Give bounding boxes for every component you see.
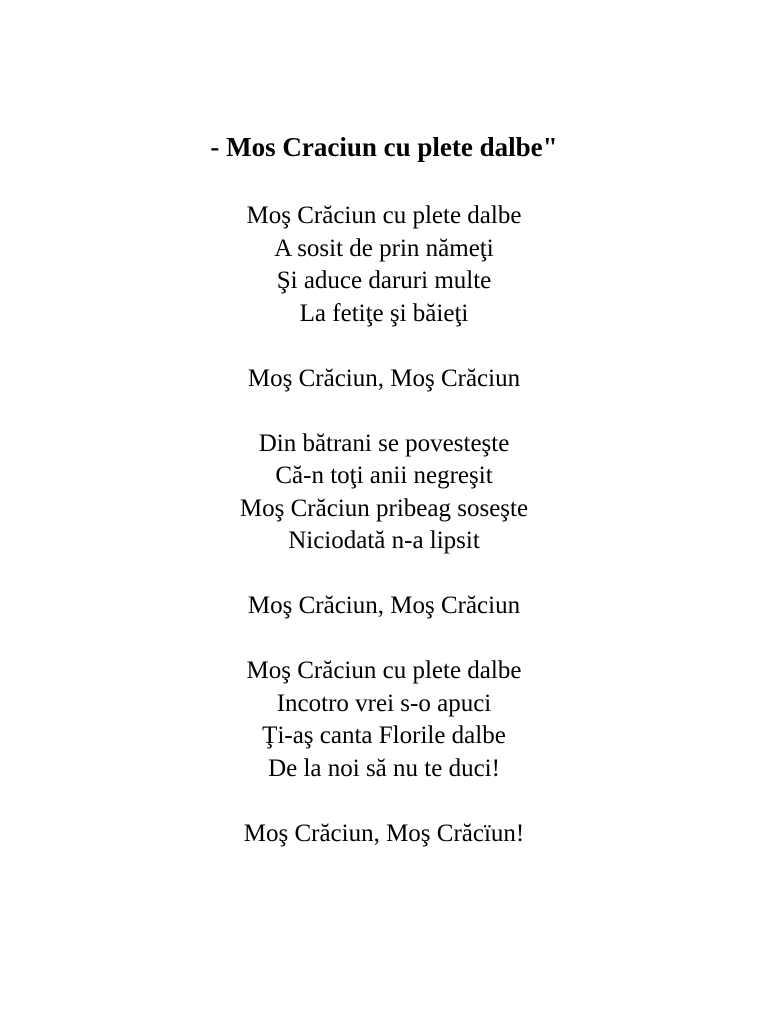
stanza-2 [0, 428, 768, 558]
poem-line: Incotro vrei s-o apuci [276, 689, 492, 717]
poem-line: De la noi să nu te duci! [268, 754, 500, 782]
poem-body [0, 200, 768, 883]
refrain-1 [0, 363, 768, 396]
refrain-2 [0, 590, 768, 623]
refrain-3 [0, 818, 768, 851]
poem-line: Şi aduce daruri multe [276, 267, 492, 294]
poem-line: Moş Crăciun cu plete dalbe [246, 657, 522, 684]
poem-line: Ţi-aş canta Florile dalbe [262, 722, 506, 749]
refrain-line: Moş Crăciun, Moş Crăcïun! [243, 819, 525, 847]
stanza-3 [0, 655, 768, 785]
refrain-line: Moş Crăciun, Moş Crăciun [247, 592, 521, 619]
stanza-1 [0, 200, 768, 330]
poem-line: A sosit de prin nămeţi [274, 234, 494, 262]
poem-line: Că-n toţi anii negreşit [275, 462, 493, 489]
poem-title: - Mos Craciun cu plete dalbe" [210, 132, 558, 162]
refrain-line: Moş Crăciun, Moş Crăciun [247, 364, 521, 392]
poem-line: Niciodată n-a lipsit [288, 527, 480, 554]
poem-line: Moş Crăciun pribeag soseşte [239, 494, 529, 522]
poem-line: Din bătrani se povesteşte [258, 429, 510, 457]
poem-line: La fetiţe şi băieţi [299, 299, 469, 327]
poem-line: Moş Crăciun cu plete dalbe [246, 202, 522, 229]
